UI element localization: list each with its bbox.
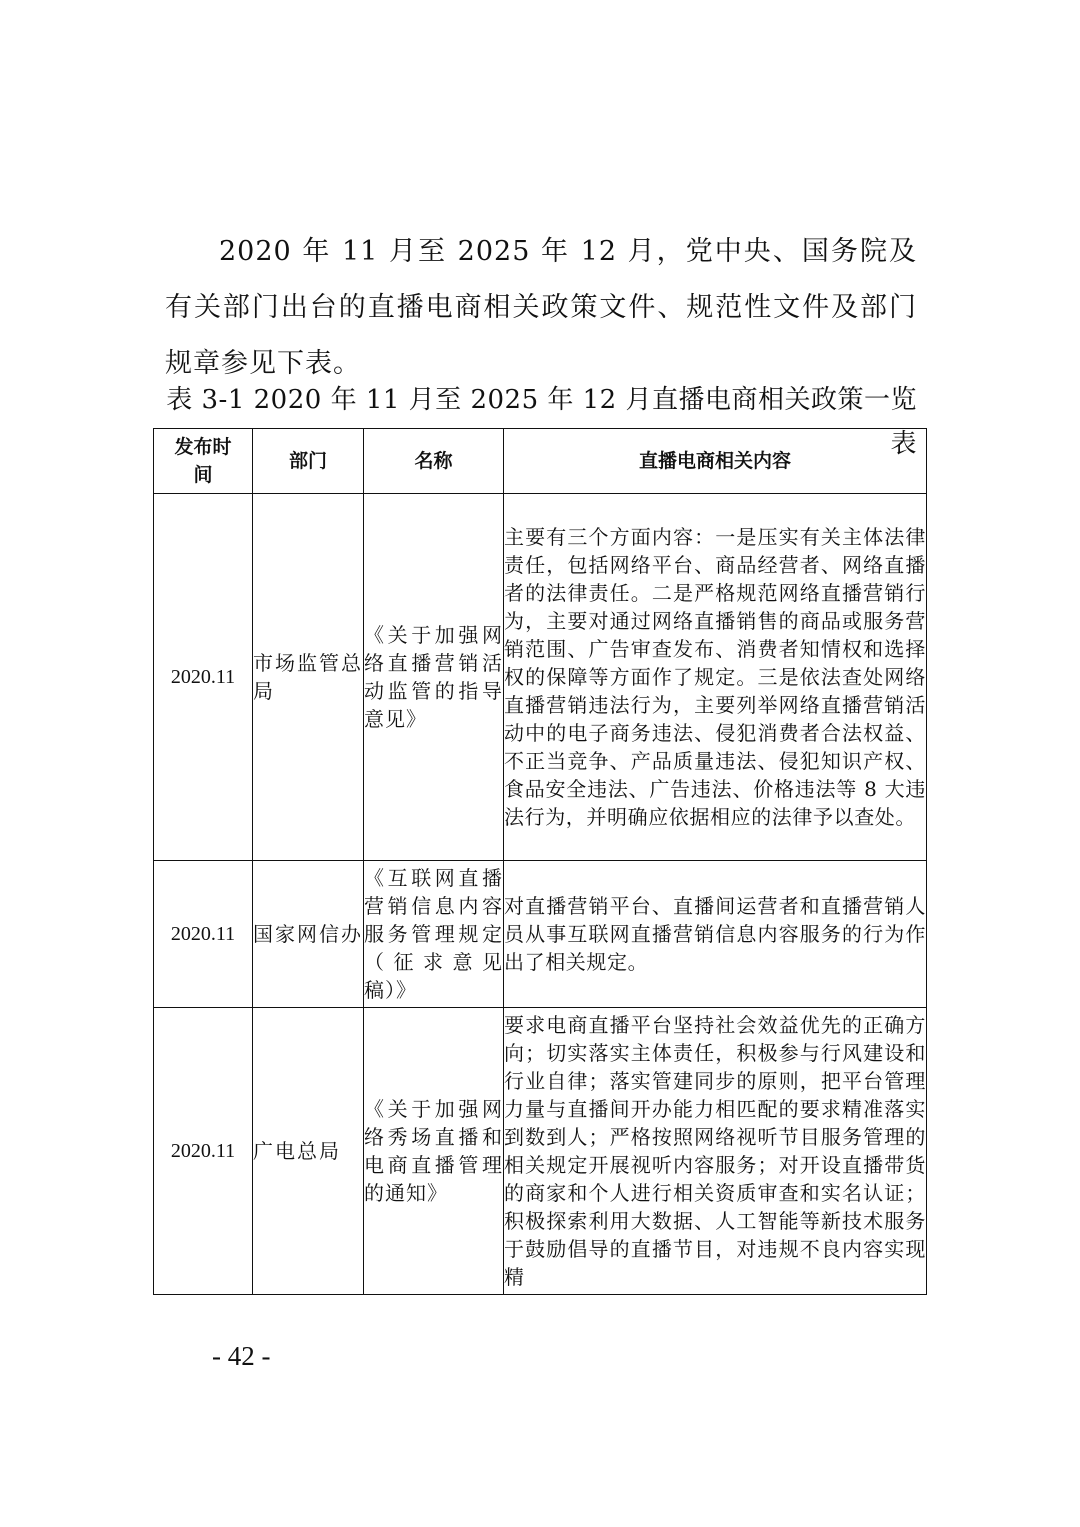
cell-dept: 市场监管总局 [253,494,364,861]
cell-date: 2020.11 [154,494,253,861]
header-date: 发布时间 [154,429,253,494]
intro-paragraph: 2020 年 11 月至 2025 年 12 月，党中央、国务院及有关部门出台的直播电商相关政策文件、规范性文件及部门规章参见下表。 [165,236,917,379]
header-name: 名称 [364,429,504,494]
policy-table [153,428,927,1295]
cell-name: 《互联网直播营销信息内容服务管理规定（征求意见稿）》 [364,861,504,1008]
cell-name: 《关于加强网络秀场直播和电商直播管理的通知》 [364,1008,504,1295]
table-row [154,861,927,1008]
cell-dept: 国家网信办 [253,861,364,1008]
page-number: - 42 - [212,1341,271,1371]
table-row [154,1008,927,1295]
cell-content: 对直播营销平台、直播间运营者和直播营销人员从事互联网直播营销信息内容服务的行为作出了相关规定。 [504,861,927,1008]
cell-content: 要求电商直播平台坚持社会效益优先的正确方向；切实落实主体责任，积极参与行风建设和行业自律；落实管建同步的原则，把平台管理力量与直播间开办能力相匹配的要求精准落实到数到人；严格按照网络视听节目服务管理的相关规定开展视听内容服务；对开设直播带货的商家和个人进行相关资质审查和实名认证；积极探索利用大数据、人工智能等新技术服务于鼓励倡导的直播节目，对违规不良内容实现精 [504,1008,927,1295]
cell-content: 主要有三个方面内容：一是压实有关主体法律责任，包括网络平台、商品经营者、网络直播者的法律责任。二是严格规范网络直播营销行为，主要对通过网络直播销售的商品或服务营销范围、广告审查发布、消费者知情权和选择权的保障等方面作了规定。三是依法查处网络直播营销违法行为，主要列举网络直播营销活动中的电子商务违法、侵犯消费者合法权益、不正当竞争、产品质量违法、侵犯知识产权、食品安全违法、广告违法、价格违法等 8 大违法行为，并明确应依据相应的法律予以查处。 [504,494,927,861]
cell-dept: 广电总局 [253,1008,364,1295]
header-dept: 部门 [253,429,364,494]
table-header-row [154,429,927,494]
cell-date: 2020.11 [154,861,253,1008]
header-content: 直播电商相关内容 [504,429,927,494]
table-caption: 表 3-1 2020 年 11 月至 2025 年 12 月直播电商相关政策一览表 [166,385,917,459]
cell-date: 2020.11 [154,1008,253,1295]
cell-name: 《关于加强网络直播营销活动监管的指导意见》 [364,494,504,861]
table-row [154,494,927,861]
